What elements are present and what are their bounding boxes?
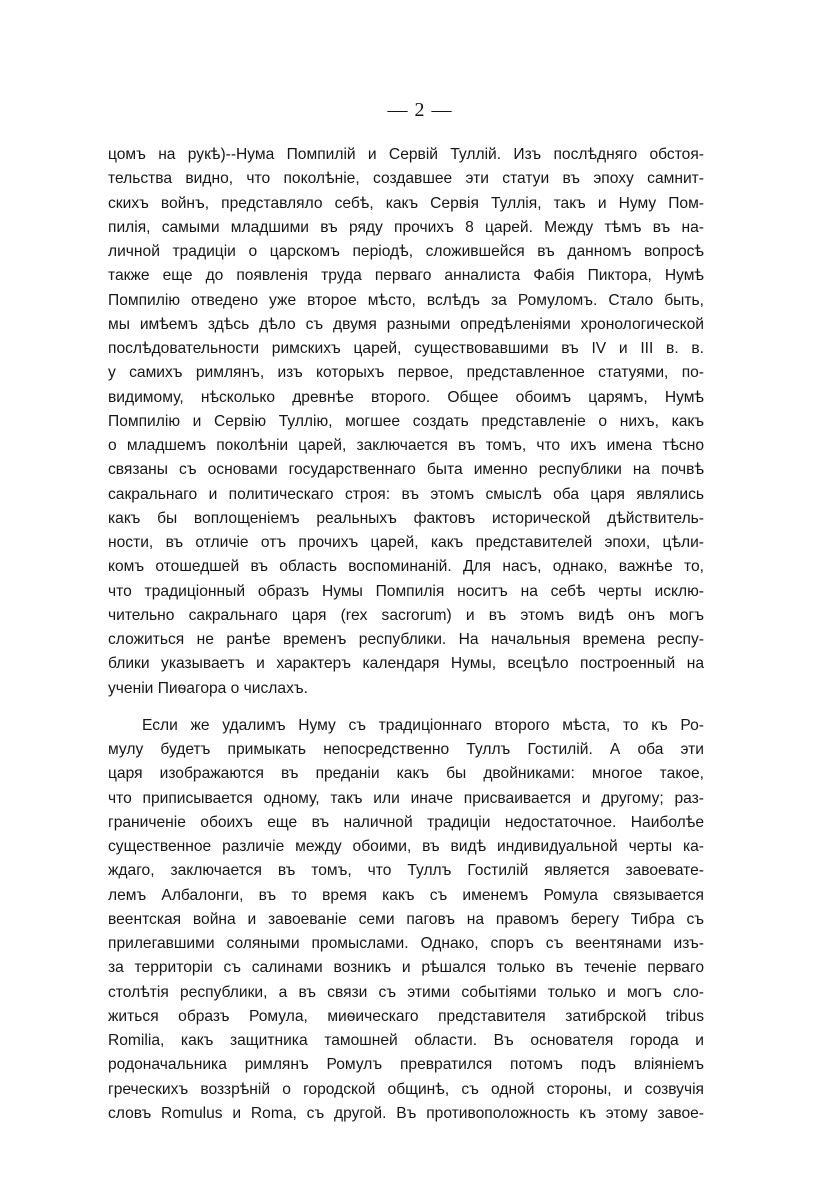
text-line: столѣтія республики, а въ связи съ этими событіями только и могъ сло-	[108, 983, 704, 1001]
text-line: родоначальника римлянъ Ромулъ превратился потомъ подъ вліяніемъ	[108, 1056, 704, 1074]
text-line: словъ Romulus и Roma, съ другой. Въ противоположность къ этому завое-	[108, 1104, 704, 1122]
text-line: блики указываетъ и характеръ календаря Нумы, всецѣло построенный на	[108, 655, 704, 673]
text-line: у самихъ римлянъ, изъ которыхъ первое, представленное статуями, по-	[108, 364, 704, 382]
text-line: сложиться не ранѣе временъ республики. На начальныя времена респу-	[108, 631, 704, 648]
text-line: Если же удалимъ Нуму съ традиціоннаго второго мѣста, то къ Ро-	[142, 716, 704, 734]
text-line: тельства видно, что поколѣніе, создавшее эти статуи въ эпоху самнит-	[108, 170, 704, 188]
body-text	[108, 143, 704, 1126]
text-line: что приписывается одному, такъ или иначе присваивается и другому; раз-	[108, 789, 704, 807]
text-line: какъ бы воплощеніемъ реальныхъ фактовъ исторической дѣйствитель-	[108, 509, 704, 527]
text-line: граниченіе обоихъ еще въ наличной традиціи недостаточное. Наиболѣе	[108, 813, 704, 831]
text-line: связаны съ основами государственнаго быта именно республики на почвѣ	[108, 461, 704, 479]
text-line: житься образъ Ромула, миѳическаго представителя затибрской tribus	[108, 1007, 704, 1025]
text-line: также еще до появленія труда перваго анналиста Фабія Пиктора, Нумѣ	[108, 267, 704, 285]
text-line: Romilia, какъ защитника тамошней области. Въ основателя города и	[108, 1032, 704, 1049]
text-line: прилегавшими соляными промыслами. Однако, споръ съ веентянами изъ-	[108, 935, 704, 952]
text-line: ученіи Пиѳагора о числахъ.	[108, 679, 308, 697]
text-line: цомъ на рукѣ)--Нума Помпилій и Сервій Туллій. Изъ послѣдняго обстоя-	[108, 146, 704, 163]
text-line: послѣдовательности римскихъ царей, существовавшими въ IV и III в. в.	[108, 340, 704, 357]
text-line: о младшемъ поколѣніи царей, заключается въ томъ, что ихъ имена тѣсно	[108, 437, 704, 454]
paragraph-gap	[108, 701, 704, 714]
text-line: комъ отошедшей въ область воспоминаній. Для насъ, однако, важнѣе то,	[108, 558, 704, 576]
text-line: мы имѣемъ здѣсь дѣло съ двумя разными опредѣленіями хронологической	[108, 315, 704, 333]
text-line: ждаго, заключается въ томъ, что Туллъ Гостилій является завоевате-	[108, 862, 704, 880]
text-line: пилія, самыми младшими въ ряду прочихъ 8 царей. Между тѣмъ въ на-	[108, 218, 704, 236]
paragraph	[108, 143, 704, 701]
text-line: Помпилію отведено уже второе мѣсто, вслѣдъ за Ромуломъ. Стало быть,	[108, 291, 704, 309]
page-number: — 2 —	[387, 99, 453, 121]
text-line: скихъ войнъ, представляло себѣ, какъ Сервія Туллія, такъ и Нуму Пом-	[108, 194, 704, 212]
text-line: греческихъ воззрѣній о городской общинѣ, съ одной стороны, и созвучія	[108, 1080, 704, 1098]
text-line: мулу будетъ примыкать непосредственно Туллъ Гостилій. А оба эти	[108, 741, 704, 758]
text-line: чительно сакральнаго царя (rex sacrorum) и въ этомъ видѣ онъ могъ	[108, 606, 704, 624]
text-line: личной традиціи о царскомъ періодѣ, сложившейся въ данномъ вопросѣ	[108, 243, 704, 260]
text-line: за территоріи съ салинами возникъ и рѣшался только въ теченіе перваго	[108, 959, 704, 977]
text-line: что традиціонный образъ Нумы Помпилія носитъ на себѣ черты исклю-	[108, 582, 704, 600]
text-line: веентская война и завоеваніе семи паговъ на правомъ берегу Тибра съ	[108, 910, 704, 928]
text-line: сакральнаго и политическаго строя: въ этомъ смыслѣ оба царя являлись	[108, 485, 704, 503]
text-line: Помпилію и Сервію Туллію, могшее создать представленіе о нихъ, какъ	[108, 412, 704, 430]
text-line: ности, въ отличіе отъ прочихъ царей, какъ представителей эпохи, цѣли-	[108, 534, 704, 551]
text-line: царя изображаются въ преданіи какъ бы двойниками: многое такое,	[108, 765, 704, 783]
paragraph	[108, 714, 704, 1126]
text-line: видимому, нѣсколько древнѣе второго. Общее обоимъ царямъ, Нумѣ	[108, 388, 704, 406]
text-line: лемъ Албалонги, въ то время какъ съ именемъ Ромула связывается	[108, 886, 704, 904]
text-line: существенное различіе между обоими, въ видѣ индивидуальной черты ка-	[108, 838, 704, 855]
